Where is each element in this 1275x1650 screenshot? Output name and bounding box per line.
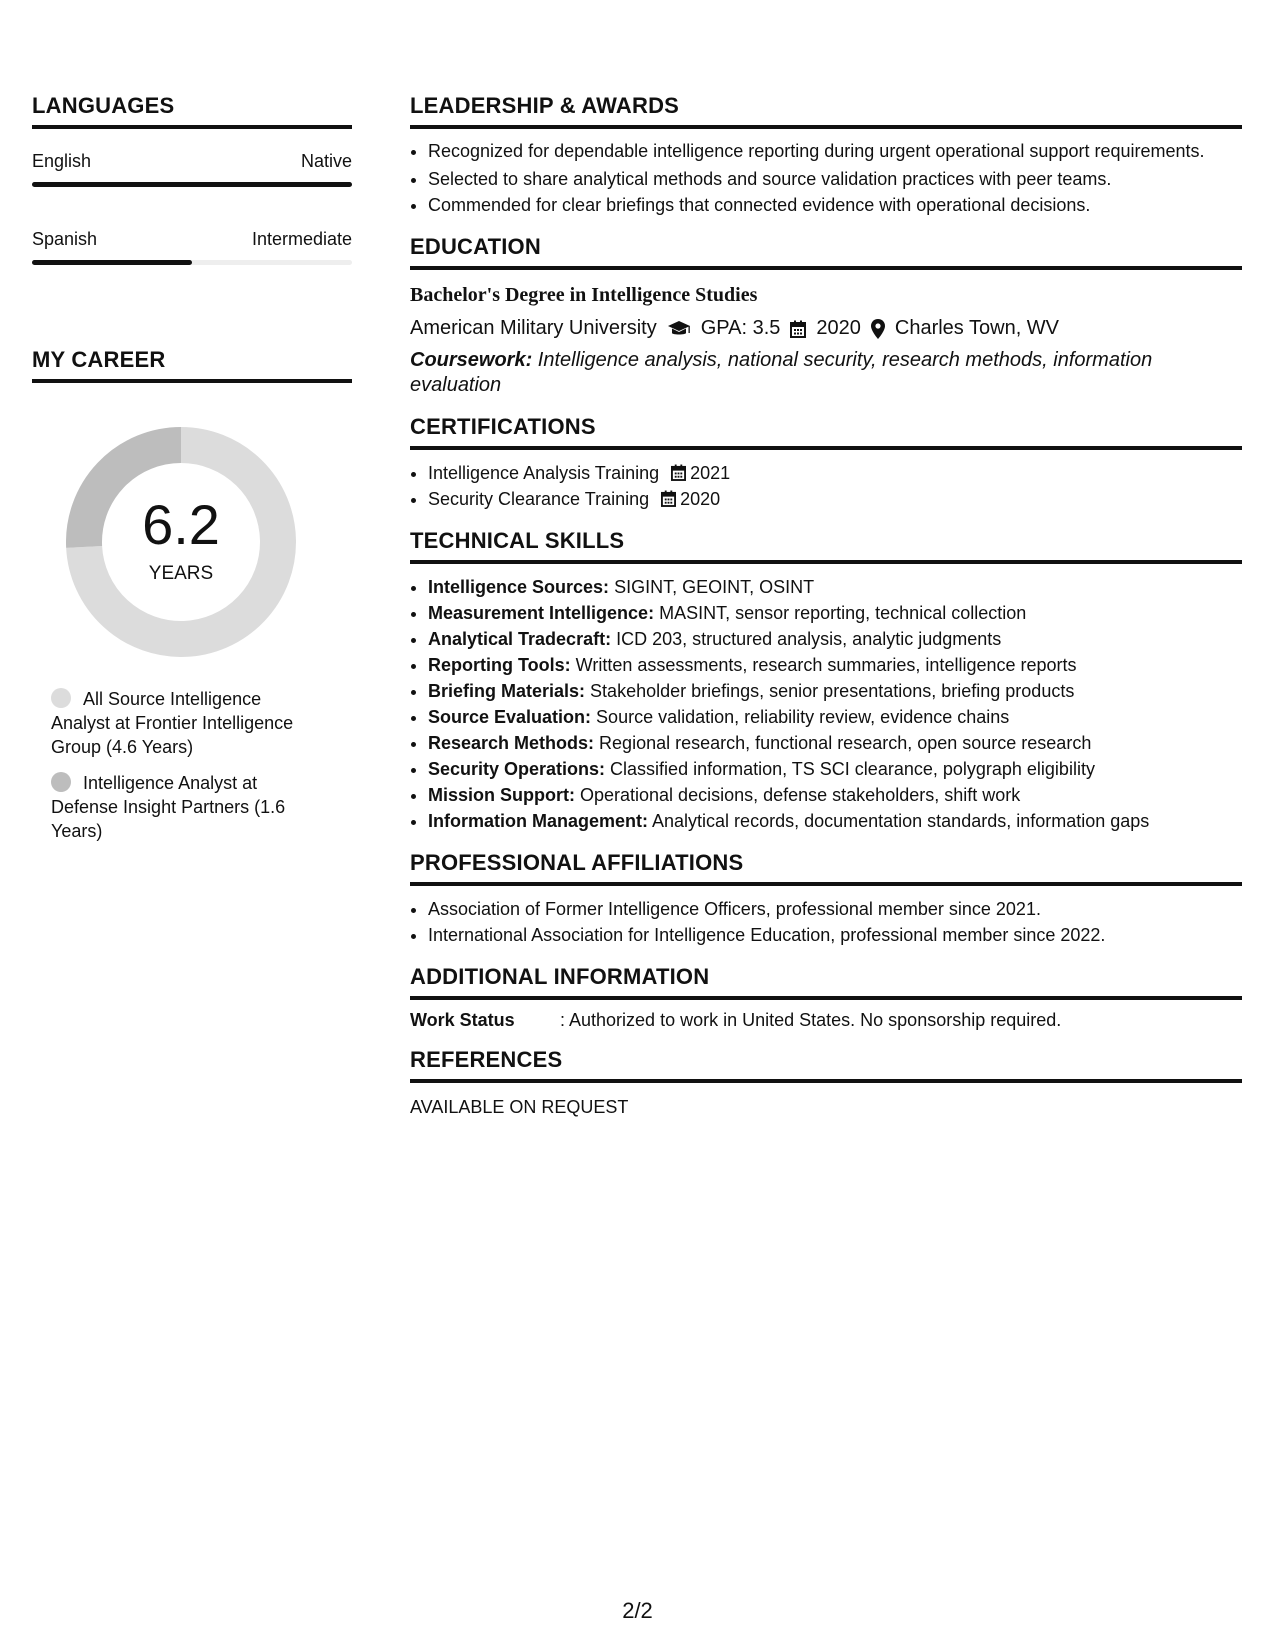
coursework bbox=[410, 348, 1242, 398]
affiliations-title: PROFESSIONAL AFFILIATIONS bbox=[410, 850, 1242, 886]
affiliations-section bbox=[410, 850, 1242, 948]
skill-value: Operational decisions, defense stakeholders, shift work bbox=[575, 785, 1021, 805]
main-content bbox=[410, 93, 1242, 1134]
career-legend-item bbox=[51, 771, 321, 843]
leadership-item: • Selected to share analytical methods and source validation practices with peer teams. bbox=[428, 166, 1242, 192]
language-proficiency-bar bbox=[32, 260, 352, 265]
career-item-text: Intelligence Analyst at Defense Insight Partners (1.6 Years) bbox=[51, 773, 286, 841]
work-status-row bbox=[410, 1010, 1242, 1031]
skill-item bbox=[428, 600, 1242, 626]
school-name: American Military University bbox=[410, 317, 657, 339]
language-english bbox=[32, 151, 352, 187]
career-donut-chart bbox=[66, 427, 296, 657]
references-section bbox=[410, 1047, 1242, 1118]
skill-item bbox=[428, 756, 1242, 782]
certifications-title: CERTIFICATIONS bbox=[410, 414, 1242, 450]
languages-title: LANGUAGES bbox=[32, 93, 352, 129]
skill-label: Analytical Tradecraft: bbox=[428, 629, 612, 649]
certifications-section bbox=[410, 414, 1242, 512]
references-text: AVAILABLE ON REQUEST bbox=[410, 1097, 629, 1117]
language-proficiency-fill bbox=[32, 182, 352, 187]
language-name: English bbox=[32, 151, 92, 171]
skill-item bbox=[428, 574, 1242, 600]
career-legend-item bbox=[51, 687, 321, 759]
skill-label: Mission Support: bbox=[428, 785, 575, 805]
graduation-cap-icon bbox=[667, 320, 691, 338]
career-title: MY CAREER bbox=[32, 347, 352, 383]
skill-item bbox=[428, 730, 1242, 756]
leadership-title: LEADERSHIP & AWARDS bbox=[410, 93, 1242, 129]
skill-value: MASINT, sensor reporting, technical collection bbox=[654, 603, 1027, 623]
coursework-text: Intelligence analysis, national security, research methods, information evaluation bbox=[410, 349, 1153, 396]
certification-year: 2021 bbox=[690, 463, 731, 483]
leadership-item: • Recognized for dependable intelligence reporting during urgent operational support requirements. bbox=[428, 139, 1242, 163]
skill-value: Source validation, reliability review, evidence chains bbox=[591, 707, 1010, 727]
graduation-year: 2020 bbox=[816, 317, 861, 339]
skill-label: Intelligence Sources: bbox=[428, 577, 610, 597]
skill-item bbox=[428, 678, 1242, 704]
skill-item bbox=[428, 626, 1242, 652]
skill-label: Security Operations: bbox=[428, 759, 606, 779]
language-proficiency-fill bbox=[32, 260, 192, 265]
skill-label: Briefing Materials: bbox=[428, 681, 586, 701]
school-location: Charles Town, WV bbox=[894, 317, 1060, 339]
career-legend bbox=[51, 687, 321, 843]
legend-dot-icon bbox=[51, 688, 71, 708]
references-title: REFERENCES bbox=[410, 1047, 1242, 1083]
skills-section bbox=[410, 528, 1242, 834]
skill-item bbox=[428, 808, 1242, 834]
calendar-icon bbox=[790, 320, 806, 338]
page-number: 2/2 bbox=[622, 1598, 653, 1623]
leadership-section bbox=[410, 93, 1242, 218]
education-title: EDUCATION bbox=[410, 234, 1242, 270]
additional-info-section bbox=[410, 964, 1242, 1031]
skill-value: ICD 203, structured analysis, analytic judgments bbox=[611, 629, 1002, 649]
language-level: Intermediate bbox=[251, 229, 352, 249]
skill-label: Reporting Tools: bbox=[428, 655, 571, 675]
language-proficiency-bar bbox=[32, 182, 352, 187]
sidebar bbox=[32, 93, 352, 855]
legend-dot-icon bbox=[51, 772, 71, 792]
skill-label: Research Methods: bbox=[428, 733, 595, 753]
gpa-value: GPA: 3.5 bbox=[700, 317, 781, 339]
certification-name: Intelligence Analysis Training bbox=[428, 463, 660, 483]
work-status-value: : Authorized to work in United States. No sponsorship required. bbox=[560, 1010, 1062, 1030]
affiliation-item: • International Association for Intelligence Education, professional member since 2022. bbox=[428, 922, 1242, 948]
affiliation-item: • Association of Former Intelligence Officers, professional member since 2021. bbox=[428, 896, 1242, 922]
skill-item bbox=[428, 782, 1242, 808]
career-item-text: All Source Intelligence Analyst at Frontier Intelligence Group (4.6 Years) bbox=[51, 689, 294, 757]
certification-name: Security Clearance Training bbox=[428, 489, 650, 509]
degree-name: Bachelor's Degree in Intelligence Studies bbox=[410, 284, 758, 306]
skills-title: TECHNICAL SKILLS bbox=[410, 528, 1242, 564]
skill-value: SIGINT, GEOINT, OSINT bbox=[609, 577, 815, 597]
skill-label: Source Evaluation: bbox=[428, 707, 592, 727]
coursework-label: Coursework: bbox=[410, 349, 533, 371]
skill-item bbox=[428, 704, 1242, 730]
career-years-unit: YEARS bbox=[148, 563, 214, 584]
additional-info-title: ADDITIONAL INFORMATION bbox=[410, 964, 1242, 1000]
skill-value: Regional research, functional research, open source research bbox=[594, 733, 1092, 753]
calendar-icon bbox=[671, 464, 686, 481]
location-pin-icon bbox=[871, 319, 885, 339]
certification-item bbox=[428, 486, 1242, 512]
certification-item bbox=[428, 460, 1242, 486]
skill-value: Stakeholder briefings, senior presentations, briefing products bbox=[585, 681, 1075, 701]
skill-value: Written assessments, research summaries, intelligence reports bbox=[570, 655, 1077, 675]
education-details bbox=[410, 317, 1242, 340]
language-name: Spanish bbox=[32, 229, 98, 249]
language-spanish bbox=[32, 229, 352, 265]
skill-value: Classified information, TS SCI clearance, polygraph eligibility bbox=[605, 759, 1095, 779]
skill-value: Analytical records, documentation standards, information gaps bbox=[648, 811, 1150, 831]
leadership-item: • Commended for clear briefings that connected evidence with operational decisions. bbox=[428, 192, 1242, 218]
career-total-years: 6.2 bbox=[142, 493, 220, 556]
certification-year: 2020 bbox=[680, 489, 721, 509]
education-section bbox=[410, 234, 1242, 398]
skill-label: Information Management: bbox=[428, 811, 649, 831]
skill-label: Measurement Intelligence: bbox=[428, 603, 655, 623]
calendar-icon bbox=[661, 490, 676, 507]
skill-item bbox=[428, 652, 1242, 678]
language-level: Native bbox=[300, 151, 352, 171]
work-status-label: Work Status bbox=[410, 1010, 515, 1030]
